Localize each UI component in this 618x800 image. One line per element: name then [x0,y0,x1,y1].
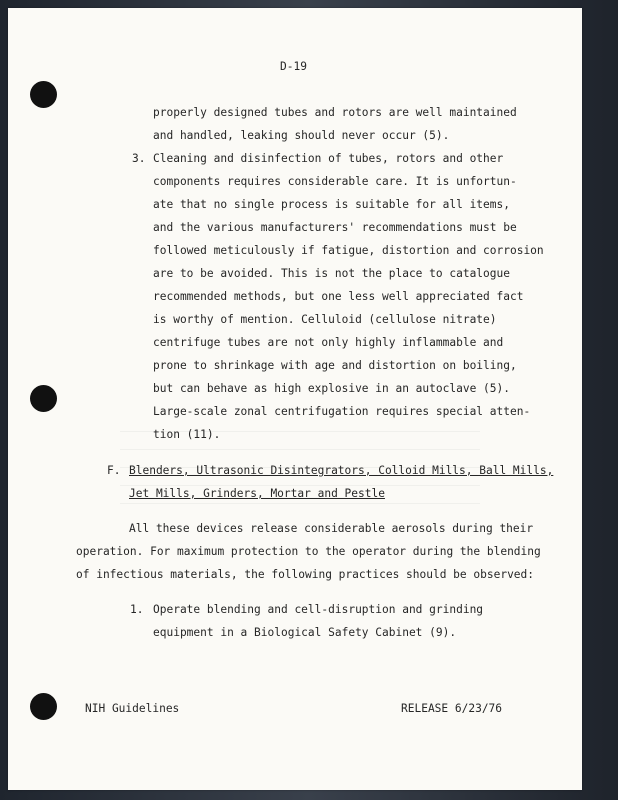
footer-left: NIH Guidelines [85,702,180,715]
item-line: and the various manufacturers' recommendations must be [153,221,517,234]
punch-hole-top [30,81,57,108]
item-number: 3. [132,152,146,165]
item-line: followed meticulously if fatigue, distortion and corrosion [153,244,544,257]
paragraph-line: of infectious materials, the following practices should be observed: [76,568,535,581]
item-line: but can behave as high explosive in an autoclave (5). [153,382,510,395]
item-line: tion (11). [153,428,221,441]
item-line: equipment in a Biological Safety Cabinet (9). [153,626,457,639]
item-line: centrifuge tubes are not only highly inflammable and [153,336,504,349]
section-letter: F. [107,464,121,477]
item-line: recommended methods, but one less well appreciated fact [153,290,524,303]
footer-right: RELEASE 6/23/76 [401,702,503,715]
item-line: ate that no single process is suitable for all items, [153,198,510,211]
section-heading: Jet Mills, Grinders, Mortar and Pestle [129,487,385,500]
item-line: Large-scale zonal centrifugation requires special atten- [153,405,531,418]
item-line: are to be avoided. This is not the place to catalogue [153,267,510,280]
continuation-line: properly designed tubes and rotors are well maintained [153,106,517,119]
item-number: 1. [130,603,144,616]
continuation-line: and handled, leaking should never occur (5). [153,129,450,142]
punch-hole-middle [30,385,57,412]
item-line: prone to shrinkage with age and distortion on boiling, [153,359,517,372]
section-heading: Blenders, Ultrasonic Disintegrators, Colloid Mills, Ball Mills, [129,464,554,477]
punch-hole-bottom [30,693,57,720]
item-line: Operate blending and cell-disruption and grinding [153,603,484,616]
item-line: components requires considerable care. It is unfortun- [153,175,517,188]
paragraph-line: operation. For maximum protection to the operator during the blending [76,545,541,558]
item-line: is worthy of mention. Celluloid (cellulose nitrate) [153,313,497,326]
page-number: D-19 [280,60,307,73]
paragraph-line: All these devices release considerable aerosols during their [129,522,534,535]
item-line: Cleaning and disinfection of tubes, rotors and other [153,152,504,165]
